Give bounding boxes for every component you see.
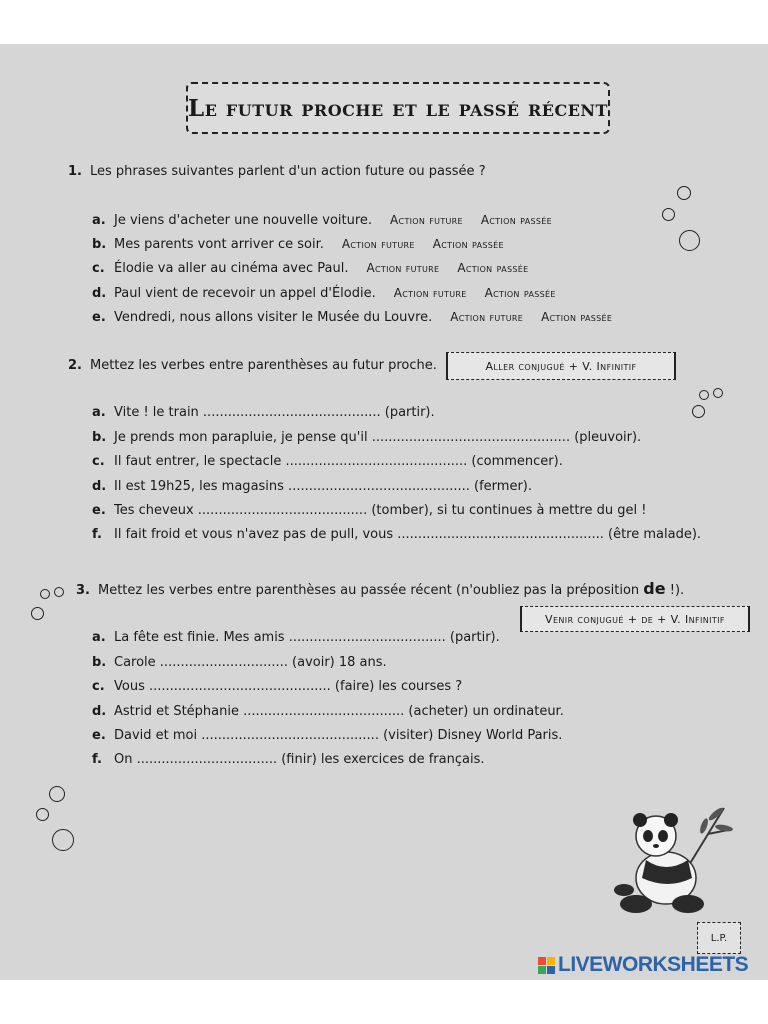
bubble-icon bbox=[699, 390, 709, 400]
question-number: 1. bbox=[68, 164, 82, 179]
choice-action-passee[interactable]: Action passée bbox=[484, 286, 556, 300]
item-text: Je viens d'acheter une nouvelle voiture. bbox=[114, 213, 373, 228]
item-letter: a. bbox=[92, 405, 106, 420]
item-text: Vite ! le train ........................................... (partir). bbox=[114, 405, 435, 420]
item-text: Vous ............................................ (faire) les courses ? bbox=[114, 679, 463, 694]
list-item bbox=[92, 405, 435, 420]
item-text: David et moi ........................................... (visiter) Disney World Paris. bbox=[114, 728, 563, 743]
item-text: Il fait froid et vous n'avez pas de pull, vous .................................................. (être malade). bbox=[114, 527, 702, 542]
item-text: Vendredi, nous allons visiter le Musée du Louvre. bbox=[114, 310, 433, 325]
bubble-icon bbox=[52, 829, 74, 851]
choice-action-future[interactable]: Action future bbox=[366, 261, 440, 275]
choice-action-future[interactable]: Action future bbox=[393, 286, 467, 300]
list-item bbox=[92, 430, 641, 445]
item-letter: b. bbox=[92, 237, 107, 252]
item-letter: d. bbox=[92, 479, 107, 494]
item-letter: d. bbox=[92, 286, 107, 301]
question-1 bbox=[68, 164, 486, 179]
question-text: Mettez les verbes entre parenthèses au futur proche. bbox=[89, 358, 437, 373]
question-text: Mettez les verbes entre parenthèses au passée récent (n'oubliez pas la préposition bbox=[97, 583, 644, 598]
item-letter: c. bbox=[92, 679, 105, 694]
bubble-icon bbox=[692, 405, 705, 418]
grammar-rule-box: Aller conjugué + V. Infinitif bbox=[446, 352, 676, 380]
grammar-rule-box: Venir conjugué + de + V. Infinitif bbox=[520, 606, 750, 632]
list-item bbox=[92, 527, 701, 542]
bubble-icon bbox=[36, 808, 49, 821]
panda-icon bbox=[596, 800, 736, 922]
bubble-icon bbox=[40, 589, 50, 599]
item-text: Élodie va aller au cinéma avec Paul. bbox=[114, 261, 349, 276]
item-letter: b. bbox=[92, 430, 107, 445]
author-initials: L.P. bbox=[697, 922, 741, 954]
list-item bbox=[92, 679, 462, 694]
bubble-icon bbox=[49, 786, 65, 802]
list-item bbox=[92, 630, 500, 645]
list-item bbox=[92, 454, 563, 469]
bubble-icon bbox=[677, 186, 691, 200]
item-letter: e. bbox=[92, 503, 106, 518]
list-item bbox=[92, 503, 646, 518]
choice-action-future[interactable]: Action future bbox=[341, 237, 415, 251]
logo-text: LIVEWORKSHEETS bbox=[558, 953, 749, 976]
list-item bbox=[92, 704, 564, 719]
list-item bbox=[92, 655, 387, 670]
item-letter: f. bbox=[92, 527, 102, 542]
item-letter: e. bbox=[92, 310, 106, 325]
item-letter: f. bbox=[92, 752, 102, 767]
question-number: 2. bbox=[68, 358, 82, 373]
question-number: 3. bbox=[76, 583, 90, 598]
question-3 bbox=[76, 579, 684, 598]
bubble-icon bbox=[679, 230, 700, 251]
item-letter: a. bbox=[92, 630, 106, 645]
bubble-icon bbox=[713, 388, 723, 398]
choice-action-passee[interactable]: Action passée bbox=[541, 310, 613, 324]
item-letter: c. bbox=[92, 261, 105, 276]
choice-action-passee[interactable]: Action passée bbox=[457, 261, 529, 275]
item-letter: c. bbox=[92, 454, 105, 469]
bubble-icon bbox=[54, 587, 64, 597]
list-item bbox=[92, 213, 552, 228]
item-text: Mes parents vont arriver ce soir. bbox=[114, 237, 324, 252]
choice-action-future[interactable]: Action future bbox=[450, 310, 524, 324]
preposition-de: de bbox=[643, 579, 666, 598]
list-item bbox=[92, 752, 484, 767]
logo-icon bbox=[538, 957, 555, 974]
item-text: Paul vient de recevoir un appel d'Élodie. bbox=[114, 286, 376, 301]
item-letter: a. bbox=[92, 213, 106, 228]
list-item bbox=[92, 728, 562, 743]
question-2 bbox=[68, 358, 437, 373]
item-text: On .................................. (finir) les exercices de français. bbox=[114, 752, 485, 767]
item-text: Carole ............................... (avoir) 18 ans. bbox=[114, 655, 387, 670]
liveworksheets-logo bbox=[538, 953, 748, 977]
item-text: Il faut entrer, le spectacle ............................................ (commencer). bbox=[114, 454, 563, 469]
item-text: Astrid et Stéphanie ....................................... (acheter) un ordinateur. bbox=[114, 704, 564, 719]
item-text: Je prends mon parapluie, je pense qu'il ................................................ (pleuvoir). bbox=[114, 430, 642, 445]
list-item bbox=[92, 261, 528, 276]
list-item bbox=[92, 237, 504, 252]
worksheet-title: Le futur proche et le passé récent bbox=[186, 82, 610, 134]
choice-action-passee[interactable]: Action passée bbox=[480, 213, 552, 227]
choice-action-future[interactable]: Action future bbox=[390, 213, 463, 227]
item-letter: b. bbox=[92, 655, 107, 670]
question-text: Les phrases suivantes parlent d'un action future ou passée ? bbox=[89, 164, 486, 179]
item-text: Tes cheveux ......................................... (tomber), si tu continues à mettre du gel ! bbox=[114, 503, 647, 518]
bubble-icon bbox=[31, 607, 44, 620]
item-text: La fête est finie. Mes amis ...................................... (partir). bbox=[114, 630, 500, 645]
question-text-end: !). bbox=[665, 583, 685, 598]
item-letter: e. bbox=[92, 728, 106, 743]
choice-action-passee[interactable]: Action passée bbox=[432, 237, 504, 251]
list-item bbox=[92, 479, 532, 494]
bubble-icon bbox=[662, 208, 675, 221]
list-item bbox=[92, 310, 612, 325]
list-item bbox=[92, 286, 556, 301]
item-letter: d. bbox=[92, 704, 107, 719]
item-text: Il est 19h25, les magasins ............................................ (fermer). bbox=[114, 479, 532, 494]
